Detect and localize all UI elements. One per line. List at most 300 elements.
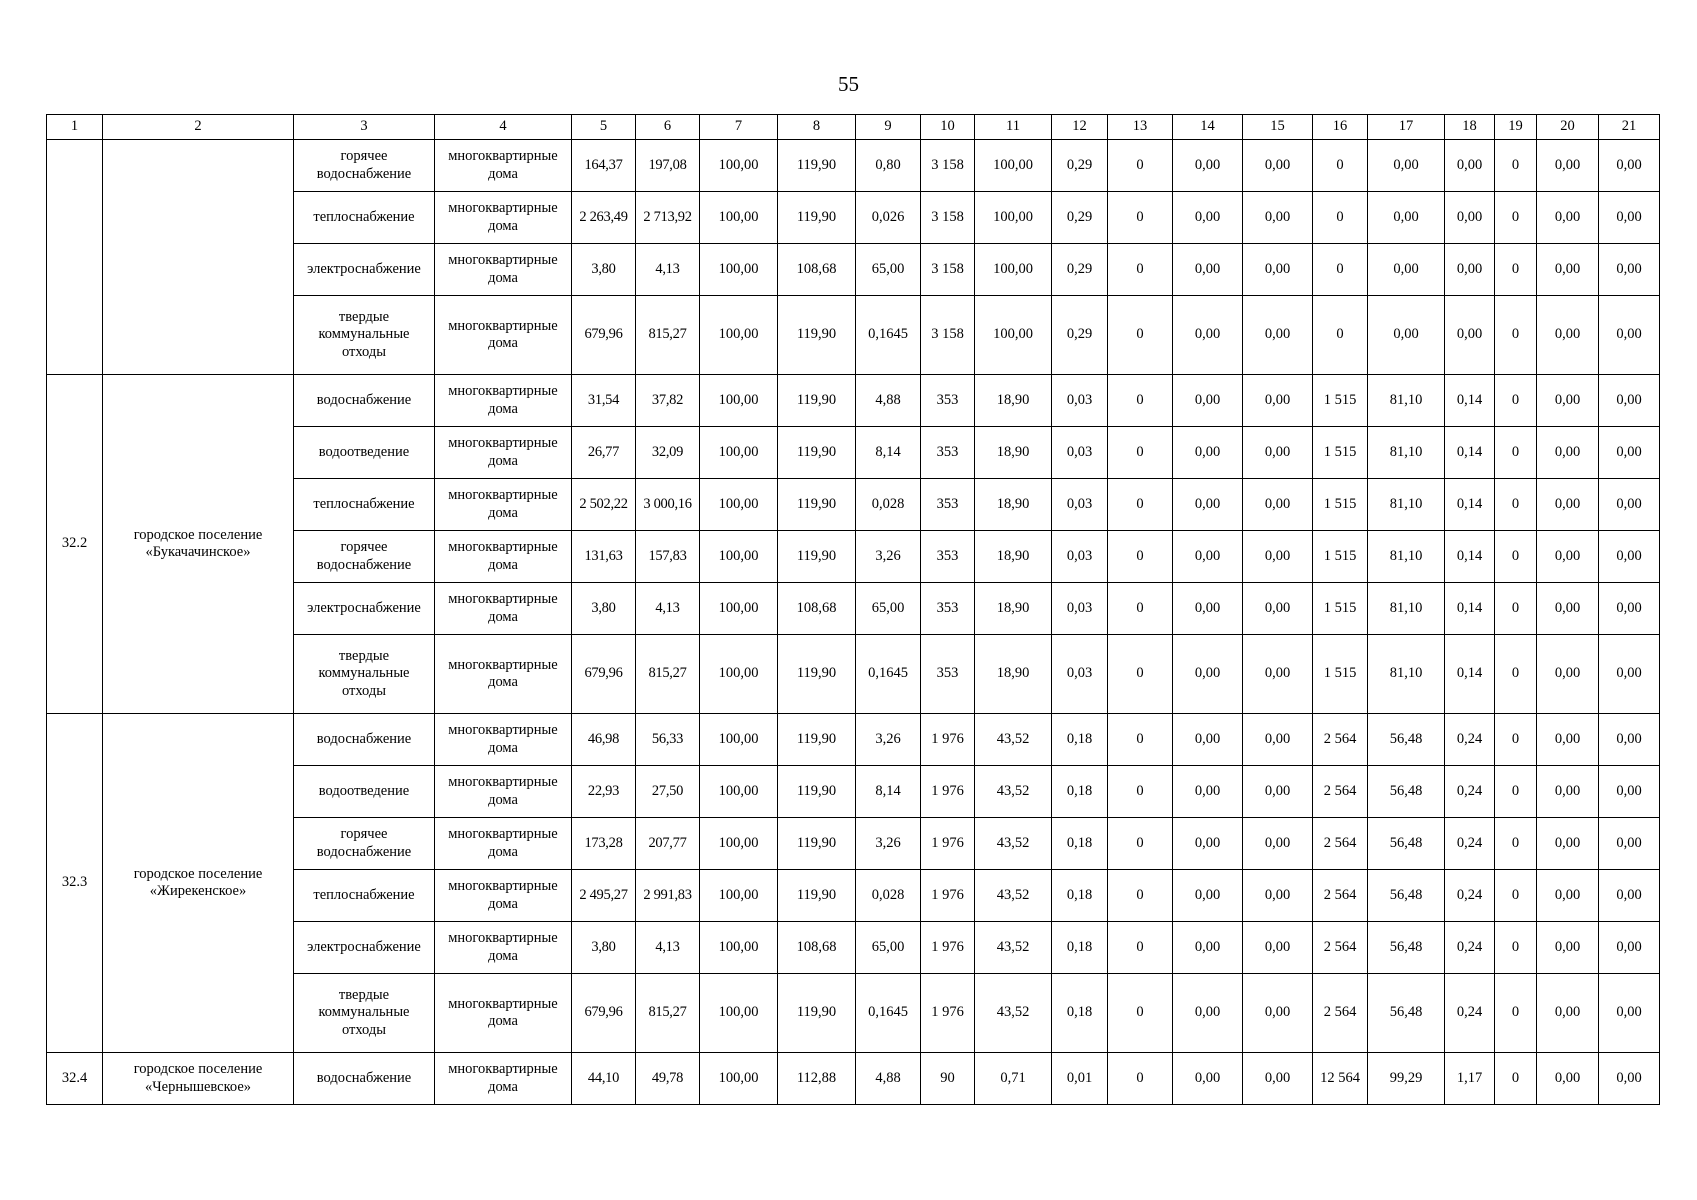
column-number-cell: 18 <box>1445 115 1495 140</box>
value-cell: 0 <box>1495 714 1537 766</box>
value-cell: 18,90 <box>975 375 1052 427</box>
value-cell: 0,00 <box>1599 1053 1660 1105</box>
value-cell: 0,29 <box>1052 140 1108 192</box>
value-cell: 0 <box>1108 244 1173 296</box>
value-cell: 0,026 <box>856 192 921 244</box>
value-cell: 90 <box>921 1053 975 1105</box>
value-cell: 353 <box>921 427 975 479</box>
value-cell: 0,14 <box>1445 427 1495 479</box>
value-cell: 0 <box>1108 870 1173 922</box>
value-cell: 0,00 <box>1243 818 1313 870</box>
value-cell: 0,00 <box>1537 296 1599 375</box>
value-cell: 0,00 <box>1243 870 1313 922</box>
service-cell: твердые коммунальные отходы <box>294 974 435 1053</box>
value-cell: 0,1645 <box>856 974 921 1053</box>
value-cell: 0,00 <box>1537 479 1599 531</box>
service-cell: водоснабжение <box>294 375 435 427</box>
value-cell: 119,90 <box>778 714 856 766</box>
value-cell: 0,24 <box>1445 922 1495 974</box>
value-cell: 100,00 <box>700 479 778 531</box>
value-cell: 0,00 <box>1599 296 1660 375</box>
value-cell: 119,90 <box>778 479 856 531</box>
settlement-name-cell: городское поселение «Букачачинское» <box>103 375 294 714</box>
table-row <box>47 714 1660 766</box>
value-cell: 0,00 <box>1537 583 1599 635</box>
value-cell: 0,00 <box>1599 766 1660 818</box>
value-cell: 81,10 <box>1368 427 1445 479</box>
value-cell: 0,00 <box>1599 192 1660 244</box>
value-cell: 1 976 <box>921 922 975 974</box>
value-cell: 100,00 <box>700 583 778 635</box>
value-cell: 3,80 <box>572 244 636 296</box>
value-cell: 0,18 <box>1052 922 1108 974</box>
value-cell: 0,028 <box>856 479 921 531</box>
value-cell: 100,00 <box>975 244 1052 296</box>
value-cell: 100,00 <box>700 714 778 766</box>
column-number-cell: 10 <box>921 115 975 140</box>
value-cell: 56,48 <box>1368 922 1445 974</box>
value-cell: 18,90 <box>975 583 1052 635</box>
service-cell: твердые коммунальные отходы <box>294 635 435 714</box>
value-cell: 49,78 <box>636 1053 700 1105</box>
value-cell: 0,01 <box>1052 1053 1108 1105</box>
value-cell: 0,00 <box>1173 714 1243 766</box>
value-cell: 0 <box>1495 635 1537 714</box>
value-cell: 0,00 <box>1537 427 1599 479</box>
column-number-cell: 11 <box>975 115 1052 140</box>
value-cell: 56,48 <box>1368 974 1445 1053</box>
value-cell: 108,68 <box>778 922 856 974</box>
value-cell: 43,52 <box>975 714 1052 766</box>
value-cell: 2 564 <box>1313 922 1368 974</box>
value-cell: 108,68 <box>778 244 856 296</box>
value-cell: 164,37 <box>572 140 636 192</box>
value-cell: 157,83 <box>636 531 700 583</box>
value-cell: 1 976 <box>921 818 975 870</box>
value-cell: 2 564 <box>1313 766 1368 818</box>
value-cell: 3 000,16 <box>636 479 700 531</box>
value-cell: 0,00 <box>1243 244 1313 296</box>
value-cell: 100,00 <box>700 427 778 479</box>
column-number-cell: 19 <box>1495 115 1537 140</box>
value-cell: 2 564 <box>1313 974 1368 1053</box>
value-cell: 0,80 <box>856 140 921 192</box>
value-cell: 0,00 <box>1599 870 1660 922</box>
value-cell: 0 <box>1108 140 1173 192</box>
building-type-cell: многоквартирные дома <box>435 818 572 870</box>
column-number-cell: 6 <box>636 115 700 140</box>
value-cell: 100,00 <box>700 766 778 818</box>
column-number-cell: 9 <box>856 115 921 140</box>
value-cell: 1 976 <box>921 766 975 818</box>
value-cell: 0,00 <box>1537 766 1599 818</box>
value-cell: 32,09 <box>636 427 700 479</box>
value-cell: 0,1645 <box>856 635 921 714</box>
value-cell: 0,00 <box>1537 375 1599 427</box>
value-cell: 3,26 <box>856 818 921 870</box>
value-cell: 353 <box>921 635 975 714</box>
value-cell: 2 564 <box>1313 870 1368 922</box>
value-cell: 0 <box>1108 375 1173 427</box>
value-cell: 0,00 <box>1173 296 1243 375</box>
value-cell: 3,26 <box>856 714 921 766</box>
item-number-cell: 32.4 <box>47 1053 103 1105</box>
value-cell: 1 976 <box>921 714 975 766</box>
value-cell: 0,00 <box>1537 1053 1599 1105</box>
building-type-cell: многоквартирные дома <box>435 922 572 974</box>
value-cell: 3,80 <box>572 922 636 974</box>
value-cell: 0,00 <box>1537 531 1599 583</box>
value-cell: 1 976 <box>921 870 975 922</box>
value-cell: 100,00 <box>700 140 778 192</box>
value-cell: 0 <box>1313 192 1368 244</box>
value-cell: 207,77 <box>636 818 700 870</box>
value-cell: 1 515 <box>1313 583 1368 635</box>
value-cell: 27,50 <box>636 766 700 818</box>
value-cell: 43,52 <box>975 766 1052 818</box>
column-number-cell: 4 <box>435 115 572 140</box>
value-cell: 1 515 <box>1313 531 1368 583</box>
value-cell: 0,29 <box>1052 296 1108 375</box>
value-cell: 100,00 <box>700 244 778 296</box>
value-cell: 3,26 <box>856 531 921 583</box>
value-cell: 0,71 <box>975 1053 1052 1105</box>
column-number-cell: 20 <box>1537 115 1599 140</box>
value-cell: 0,00 <box>1537 818 1599 870</box>
value-cell: 0,00 <box>1599 922 1660 974</box>
settlement-name-cell <box>103 140 294 375</box>
value-cell: 0 <box>1108 583 1173 635</box>
value-cell: 100,00 <box>700 531 778 583</box>
value-cell: 0,29 <box>1052 192 1108 244</box>
value-cell: 4,13 <box>636 583 700 635</box>
value-cell: 100,00 <box>700 296 778 375</box>
value-cell: 0,03 <box>1052 531 1108 583</box>
column-number-cell: 12 <box>1052 115 1108 140</box>
value-cell: 0,00 <box>1243 714 1313 766</box>
value-cell: 0 <box>1495 531 1537 583</box>
value-cell: 0,00 <box>1243 375 1313 427</box>
value-cell: 0,00 <box>1599 140 1660 192</box>
value-cell: 353 <box>921 583 975 635</box>
value-cell: 0,00 <box>1599 375 1660 427</box>
building-type-cell: многоквартирные дома <box>435 583 572 635</box>
value-cell: 100,00 <box>975 192 1052 244</box>
column-number-cell: 8 <box>778 115 856 140</box>
value-cell: 0,00 <box>1445 296 1495 375</box>
value-cell: 0 <box>1108 531 1173 583</box>
value-cell: 22,93 <box>572 766 636 818</box>
value-cell: 2 564 <box>1313 714 1368 766</box>
value-cell: 100,00 <box>700 1053 778 1105</box>
value-cell: 197,08 <box>636 140 700 192</box>
value-cell: 0,14 <box>1445 635 1495 714</box>
value-cell: 4,88 <box>856 1053 921 1105</box>
value-cell: 3 158 <box>921 192 975 244</box>
value-cell: 119,90 <box>778 296 856 375</box>
value-cell: 0,00 <box>1173 1053 1243 1105</box>
value-cell: 0,18 <box>1052 974 1108 1053</box>
value-cell: 0,00 <box>1243 922 1313 974</box>
value-cell: 56,48 <box>1368 818 1445 870</box>
value-cell: 0,00 <box>1173 427 1243 479</box>
value-cell: 0 <box>1108 296 1173 375</box>
page-number: 55 <box>838 72 859 96</box>
value-cell: 0,00 <box>1537 140 1599 192</box>
value-cell: 56,33 <box>636 714 700 766</box>
value-cell: 0,00 <box>1445 192 1495 244</box>
value-cell: 679,96 <box>572 635 636 714</box>
item-number-cell: 32.2 <box>47 375 103 714</box>
value-cell: 0 <box>1495 818 1537 870</box>
value-cell: 0,00 <box>1599 818 1660 870</box>
value-cell: 18,90 <box>975 635 1052 714</box>
service-cell: электроснабжение <box>294 583 435 635</box>
service-cell: твердые коммунальные отходы <box>294 296 435 375</box>
value-cell: 99,29 <box>1368 1053 1445 1105</box>
column-number-cell: 15 <box>1243 115 1313 140</box>
value-cell: 0,14 <box>1445 531 1495 583</box>
value-cell: 119,90 <box>778 635 856 714</box>
value-cell: 0 <box>1495 1053 1537 1105</box>
value-cell: 4,88 <box>856 375 921 427</box>
column-number-cell: 16 <box>1313 115 1368 140</box>
value-cell: 0,00 <box>1537 635 1599 714</box>
value-cell: 0,00 <box>1173 974 1243 1053</box>
value-cell: 0,00 <box>1243 766 1313 818</box>
service-cell: теплоснабжение <box>294 870 435 922</box>
value-cell: 0,00 <box>1173 870 1243 922</box>
value-cell: 3,80 <box>572 583 636 635</box>
value-cell: 0,00 <box>1599 974 1660 1053</box>
value-cell: 100,00 <box>700 870 778 922</box>
value-cell: 4,13 <box>636 244 700 296</box>
value-cell: 0,14 <box>1445 479 1495 531</box>
value-cell: 0 <box>1108 427 1173 479</box>
value-cell: 679,96 <box>572 974 636 1053</box>
value-cell: 0,03 <box>1052 583 1108 635</box>
column-number-cell: 21 <box>1599 115 1660 140</box>
value-cell: 0 <box>1495 375 1537 427</box>
value-cell: 0,00 <box>1599 427 1660 479</box>
column-number-cell: 13 <box>1108 115 1173 140</box>
service-cell: горячее водоснабжение <box>294 140 435 192</box>
value-cell: 0,18 <box>1052 766 1108 818</box>
value-cell: 100,00 <box>700 375 778 427</box>
value-cell: 0,00 <box>1173 192 1243 244</box>
value-cell: 353 <box>921 531 975 583</box>
value-cell: 0 <box>1495 766 1537 818</box>
value-cell: 1,17 <box>1445 1053 1495 1105</box>
value-cell: 0,03 <box>1052 427 1108 479</box>
value-cell: 43,52 <box>975 974 1052 1053</box>
value-cell: 0 <box>1495 296 1537 375</box>
value-cell: 0,00 <box>1599 635 1660 714</box>
value-cell: 0,00 <box>1173 375 1243 427</box>
settlement-name-cell: городское поселение «Чернышевское» <box>103 1053 294 1105</box>
value-cell: 0,00 <box>1599 714 1660 766</box>
value-cell: 119,90 <box>778 531 856 583</box>
value-cell: 2 564 <box>1313 818 1368 870</box>
value-cell: 31,54 <box>572 375 636 427</box>
value-cell: 18,90 <box>975 531 1052 583</box>
value-cell: 119,90 <box>778 140 856 192</box>
value-cell: 353 <box>921 375 975 427</box>
value-cell: 0,29 <box>1052 244 1108 296</box>
value-cell: 0,00 <box>1599 479 1660 531</box>
value-cell: 100,00 <box>700 974 778 1053</box>
value-cell: 81,10 <box>1368 479 1445 531</box>
value-cell: 0,00 <box>1173 635 1243 714</box>
value-cell: 65,00 <box>856 244 921 296</box>
value-cell: 815,27 <box>636 635 700 714</box>
value-cell: 0,00 <box>1445 244 1495 296</box>
value-cell: 0,00 <box>1243 583 1313 635</box>
value-cell: 0 <box>1495 427 1537 479</box>
value-cell: 0,00 <box>1537 714 1599 766</box>
value-cell: 37,82 <box>636 375 700 427</box>
value-cell: 0,00 <box>1243 296 1313 375</box>
building-type-cell: многоквартирные дома <box>435 1053 572 1105</box>
item-number-cell <box>47 140 103 375</box>
service-cell: водоснабжение <box>294 714 435 766</box>
value-cell: 100,00 <box>700 922 778 974</box>
value-cell: 0,00 <box>1243 531 1313 583</box>
value-cell: 8,14 <box>856 766 921 818</box>
value-cell: 0,00 <box>1173 766 1243 818</box>
tariff-table <box>46 114 1660 1105</box>
value-cell: 0,00 <box>1368 192 1445 244</box>
value-cell: 46,98 <box>572 714 636 766</box>
column-number-cell: 2 <box>103 115 294 140</box>
value-cell: 100,00 <box>700 192 778 244</box>
service-cell: теплоснабжение <box>294 192 435 244</box>
value-cell: 0,00 <box>1243 1053 1313 1105</box>
building-type-cell: многоквартирные дома <box>435 870 572 922</box>
value-cell: 100,00 <box>700 635 778 714</box>
value-cell: 0 <box>1495 479 1537 531</box>
value-cell: 0,00 <box>1243 974 1313 1053</box>
building-type-cell: многоквартирные дома <box>435 192 572 244</box>
column-number-cell: 14 <box>1173 115 1243 140</box>
value-cell: 679,96 <box>572 296 636 375</box>
value-cell: 65,00 <box>856 922 921 974</box>
value-cell: 44,10 <box>572 1053 636 1105</box>
value-cell: 0,24 <box>1445 818 1495 870</box>
value-cell: 0,14 <box>1445 375 1495 427</box>
value-cell: 119,90 <box>778 375 856 427</box>
value-cell: 0,00 <box>1599 583 1660 635</box>
value-cell: 81,10 <box>1368 375 1445 427</box>
value-cell: 56,48 <box>1368 766 1445 818</box>
value-cell: 108,68 <box>778 583 856 635</box>
value-cell: 12 564 <box>1313 1053 1368 1105</box>
value-cell: 0,24 <box>1445 870 1495 922</box>
value-cell: 0,00 <box>1173 479 1243 531</box>
value-cell: 0 <box>1495 922 1537 974</box>
value-cell: 0,18 <box>1052 714 1108 766</box>
value-cell: 100,00 <box>975 296 1052 375</box>
value-cell: 1 515 <box>1313 635 1368 714</box>
value-cell: 2 263,49 <box>572 192 636 244</box>
value-cell: 0,00 <box>1243 635 1313 714</box>
value-cell: 2 713,92 <box>636 192 700 244</box>
building-type-cell: многоквартирные дома <box>435 974 572 1053</box>
value-cell: 81,10 <box>1368 531 1445 583</box>
value-cell: 0,00 <box>1243 427 1313 479</box>
building-type-cell: многоквартирные дома <box>435 766 572 818</box>
value-cell: 0 <box>1108 714 1173 766</box>
value-cell: 1 515 <box>1313 479 1368 531</box>
value-cell: 0,00 <box>1537 192 1599 244</box>
value-cell: 815,27 <box>636 296 700 375</box>
value-cell: 0,00 <box>1537 244 1599 296</box>
value-cell: 0,03 <box>1052 375 1108 427</box>
value-cell: 43,52 <box>975 818 1052 870</box>
value-cell: 112,88 <box>778 1053 856 1105</box>
value-cell: 119,90 <box>778 974 856 1053</box>
value-cell: 0,03 <box>1052 479 1108 531</box>
value-cell: 0,1645 <box>856 296 921 375</box>
building-type-cell: многоквартирные дома <box>435 479 572 531</box>
value-cell: 119,90 <box>778 818 856 870</box>
column-number-cell: 3 <box>294 115 435 140</box>
value-cell: 0,00 <box>1368 140 1445 192</box>
value-cell: 0,00 <box>1173 244 1243 296</box>
service-cell: водоснабжение <box>294 1053 435 1105</box>
value-cell: 119,90 <box>778 766 856 818</box>
value-cell: 0 <box>1495 870 1537 922</box>
value-cell: 4,13 <box>636 922 700 974</box>
table-row <box>47 140 1660 192</box>
value-cell: 1 515 <box>1313 427 1368 479</box>
service-cell: теплоснабжение <box>294 479 435 531</box>
value-cell: 119,90 <box>778 192 856 244</box>
value-cell: 0 <box>1495 974 1537 1053</box>
table-row <box>47 375 1660 427</box>
value-cell: 8,14 <box>856 427 921 479</box>
value-cell: 3 158 <box>921 244 975 296</box>
value-cell: 56,48 <box>1368 870 1445 922</box>
service-cell: горячее водоснабжение <box>294 531 435 583</box>
column-number-cell: 7 <box>700 115 778 140</box>
building-type-cell: многоквартирные дома <box>435 244 572 296</box>
service-cell: горячее водоснабжение <box>294 818 435 870</box>
building-type-cell: многоквартирные дома <box>435 140 572 192</box>
service-cell: водоотведение <box>294 766 435 818</box>
settlement-name-cell: городское поселение «Жирекенское» <box>103 714 294 1053</box>
value-cell: 0,00 <box>1599 244 1660 296</box>
value-cell: 65,00 <box>856 583 921 635</box>
column-number-cell: 17 <box>1368 115 1445 140</box>
building-type-cell: многоквартирные дома <box>435 531 572 583</box>
value-cell: 0,00 <box>1537 974 1599 1053</box>
value-cell: 0,24 <box>1445 766 1495 818</box>
building-type-cell: многоквартирные дома <box>435 635 572 714</box>
table-row <box>47 1053 1660 1105</box>
value-cell: 0,14 <box>1445 583 1495 635</box>
value-cell: 100,00 <box>700 818 778 870</box>
value-cell: 0 <box>1495 244 1537 296</box>
value-cell: 119,90 <box>778 427 856 479</box>
value-cell: 2 495,27 <box>572 870 636 922</box>
value-cell: 0 <box>1108 635 1173 714</box>
value-cell: 131,63 <box>572 531 636 583</box>
value-cell: 0 <box>1108 1053 1173 1105</box>
value-cell: 81,10 <box>1368 635 1445 714</box>
value-cell: 1 976 <box>921 974 975 1053</box>
column-number-row <box>47 115 1660 140</box>
